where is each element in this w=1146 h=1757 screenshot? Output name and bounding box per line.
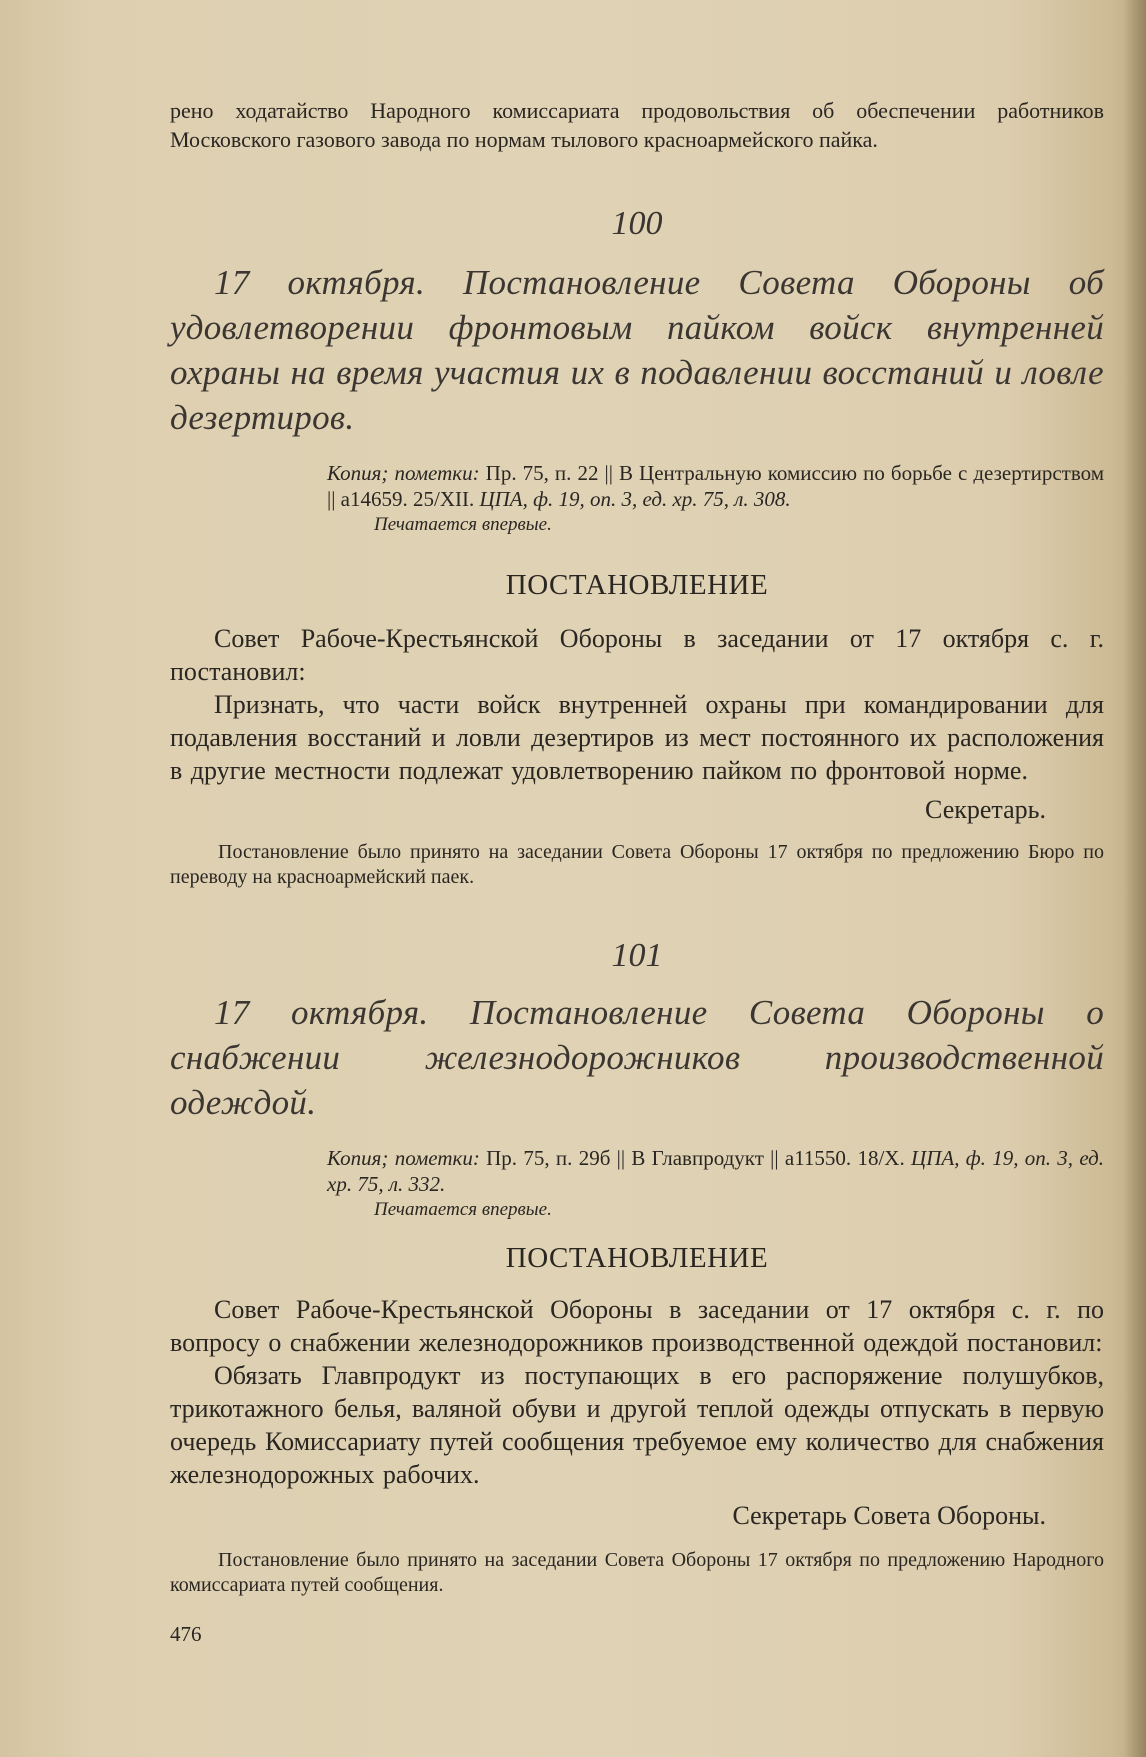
source-label: Копия; пометки: [327,461,480,485]
signature: Секретарь Совета Обороны. [732,1501,1046,1530]
source-archive: ЦПА, ф. 19, оп. 3, ед. хр. 75, л. 332. [327,1146,1105,1196]
source-archive: ЦПА, ф. 19, оп. 3, ед. хр. 75, л. 308. [479,487,791,511]
publication-note: Печатается впервые. [374,1199,552,1220]
signature: Секретарь. [925,795,1046,824]
page-binding-shadow [1124,0,1146,1757]
resolution-body [170,1293,1104,1491]
resolution-paragraph: Обязать Главпродукт из поступающих в его распоряжение полушубков, трикотажного белья, валяной обуви и другой теплой одежды отпускать в первую очередь Комиссариату путей сообщения требуемое ему количество для снабжения железнодорожных рабочих. [170,1361,1104,1489]
resolution-paragraph: Признать, что части войск внутренней охраны при командировании для подавления восстаний и ловли дезертиров из мест постоянного их расположения в другие местности подлежат удовлетворению пайком по фронтовой норме. [170,690,1104,785]
editorial-note: Постановление было принято на заседании Совета Обороны 17 октября по предложению Народного комиссариата путей сообщения. [170,1549,1104,1596]
source-reference [327,460,1104,512]
document-title-text: 17 октября. Постановление Совета Обороны о снабжении железнодорожников производственной одеждой. [170,993,1104,1122]
resolution-paragraph: Совет Рабоче-Крестьянской Обороны в заседании от 17 октября с. г. по вопросу о снабжении железнодорожников производственной одеждой постановил: [170,1295,1104,1357]
page-content [170,96,1104,1598]
document-title [170,260,1104,440]
resolution-heading: ПОСТАНОВЛЕНИЕ [505,569,769,601]
editorial-note: Постановление было принято на заседании Совета Обороны 17 октября по предложению Бюро по переводу на красноармейский паек. [170,841,1104,888]
resolution-body [170,622,1104,787]
document-title [170,990,1104,1125]
document-101 [170,936,1104,1598]
resolution-paragraph: Совет Рабоче-Крестьянской Обороны в заседании от 17 октября с. г. постановил: [170,624,1104,686]
lead-text: рено ходатайство Народного комиссариата продовольствия об обеспечении работников Московского газового завода по нормам тылового красноармейского пайка. [170,98,1104,152]
page-number: 476 [170,1622,202,1646]
document-number: 101 [611,937,663,974]
source-reference [327,1145,1104,1197]
publication-note: Печатается впервые. [374,514,552,535]
source-label: Копия; пометки: [327,1146,480,1170]
document-100 [170,204,1104,890]
document-title-text: 17 октября. Постановление Совета Обороны об удовлетворении фронтовым пайком войск внутренней охраны на время участия их в подавлении восстаний и ловле дезертиров. [170,263,1104,437]
resolution-heading: ПОСТАНОВЛЕНИЕ [505,1242,769,1274]
source-text: Пр. 75, п. 22 || В Центральную комиссию по борьбе с дезертирством || а14659. 25/XII. [327,461,1105,511]
document-number: 100 [611,205,663,242]
source-text: Пр. 75, п. 29б || В Главпродукт || а11550. 18/X. [486,1146,905,1170]
